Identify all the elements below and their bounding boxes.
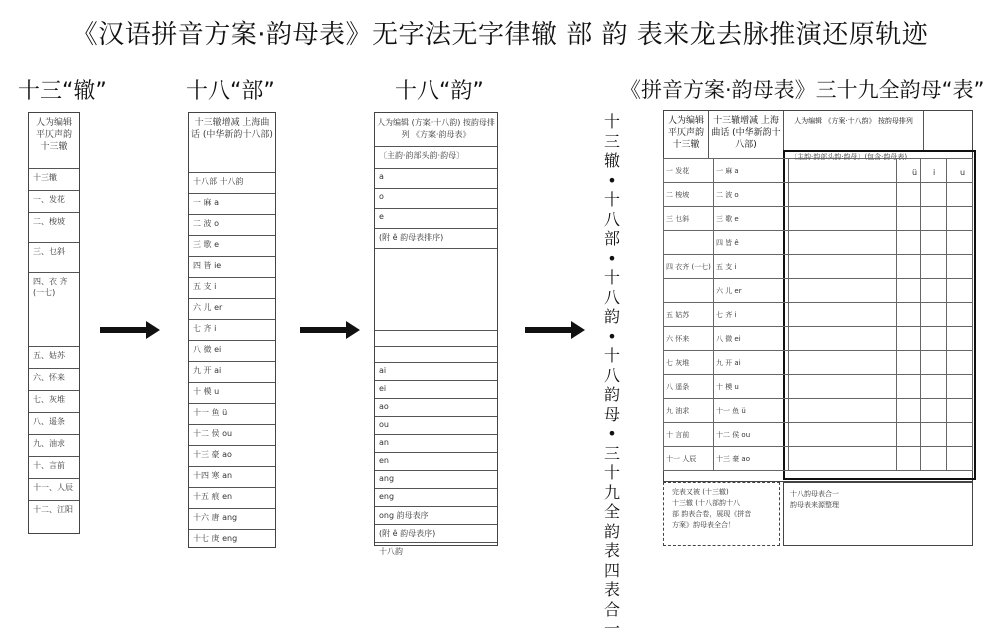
final-grid-cell: 十一 人辰 xyxy=(664,447,714,471)
final-grid-cell xyxy=(897,399,921,423)
final-grid-cell: 十 模 u xyxy=(713,375,788,399)
final-grid-row xyxy=(664,327,973,351)
table-row: an xyxy=(375,435,497,453)
table-row: ei xyxy=(375,381,497,399)
note-line: 部 韵表合卷，展现《拼音 xyxy=(672,510,752,518)
final-grid-cell: 七 齐 i xyxy=(713,303,788,327)
final-grid-cell xyxy=(947,399,973,423)
table-row: 〔主韵·韵部头韵·韵母〕 xyxy=(375,147,497,169)
final-grid-cell: 七 灰堆 xyxy=(664,351,714,375)
final-grid-cell xyxy=(897,423,921,447)
col-head-i: i xyxy=(933,168,936,177)
table-header: 人为编辑 (方案·十八韵) 按韵母排列 《方案·韵母表》 xyxy=(375,113,497,147)
final-grid-cell: 四 衣齐 (一七) xyxy=(664,255,714,279)
arrow-right-3 xyxy=(525,327,573,333)
final-grid-cell xyxy=(788,351,897,375)
table-row: ao xyxy=(375,399,497,417)
table-row: 五、姑苏 xyxy=(29,347,79,369)
note-line: 十八韵母表合一 xyxy=(790,490,839,498)
table-row: ang xyxy=(375,471,497,489)
final-grid-cell: 六 怀来 xyxy=(664,327,714,351)
col-head-u-umlaut: ü xyxy=(912,168,918,177)
final-grid xyxy=(663,158,973,471)
final-grid-cell: 九 油求 xyxy=(664,399,714,423)
note-line: 完表又被 (十三辙) xyxy=(672,488,729,496)
final-grid-cell xyxy=(921,375,947,399)
table-row: 三 歌 e xyxy=(189,236,275,257)
table-row: 十八部 十八韵 xyxy=(189,173,275,194)
table-row: 十七 庚 eng xyxy=(193,534,238,543)
final-grid-cell xyxy=(897,255,921,279)
final-grid-cell xyxy=(921,231,947,255)
final-grid-cell: 八 遥条 xyxy=(664,375,714,399)
final-grid-cell xyxy=(664,279,714,303)
final-grid-cell xyxy=(664,231,714,255)
table-shiba-bu xyxy=(188,112,276,548)
table-shiba-yun xyxy=(374,112,498,556)
final-grid-cell xyxy=(921,423,947,447)
table-row: en xyxy=(375,453,497,471)
vertical-caption: 十三辙•十八部•十八韵•十八韵母•三十九全韵表四表合一 xyxy=(603,112,620,638)
final-grid-row xyxy=(664,375,973,399)
note-line: 韵母表来源整理 xyxy=(790,501,839,509)
final-grid-row xyxy=(664,183,973,207)
note-line: 方案》韵母表全合！ xyxy=(672,521,735,529)
final-grid-cell xyxy=(897,351,921,375)
final-grid-cell xyxy=(921,207,947,231)
table-row: 七 齐 i xyxy=(189,320,275,341)
final-grid-cell: 二 波 o xyxy=(713,183,788,207)
table-row: 十三 豪 ao xyxy=(189,446,275,467)
final-grid-cell: 六 儿 er xyxy=(713,279,788,303)
final-grid-cell xyxy=(788,159,897,183)
final-grid-cell xyxy=(921,351,947,375)
final-grid-cell: 二 梭坡 xyxy=(664,183,714,207)
final-grid-cell xyxy=(947,303,973,327)
final-grid-cell xyxy=(947,279,973,303)
final-grid-cell xyxy=(897,183,921,207)
table-row: 六 儿 er xyxy=(189,299,275,320)
final-grid-cell xyxy=(947,351,973,375)
final-grid-cell xyxy=(897,279,921,303)
table-row: 七、灰堆 xyxy=(29,391,79,413)
table-row: 三、乜斜 xyxy=(29,243,79,273)
final-grid-cell xyxy=(947,447,973,471)
table-row: 十六 唐 ang xyxy=(189,509,275,530)
final-grid-cell: 十 言前 xyxy=(664,423,714,447)
label-shisan-zhe: 十三“辙” xyxy=(18,79,107,104)
final-grid-row xyxy=(664,423,973,447)
col-head-u: u xyxy=(960,168,966,177)
table-row: 十一 鱼 ü xyxy=(189,404,275,425)
final-grid-row xyxy=(664,231,973,255)
final-grid-cell xyxy=(788,207,897,231)
final-grid-cell xyxy=(788,447,897,471)
final-grid-cell xyxy=(897,327,921,351)
core-table-caption: 〔主韵·韵部头韵·韵母〕(包含·韵母表) xyxy=(790,153,908,161)
final-grid-cell: 三 乜斜 xyxy=(664,207,714,231)
final-grid-cell: 五 姑苏 xyxy=(664,303,714,327)
table-row: 十二、江阳 xyxy=(33,505,73,514)
table-row: ou xyxy=(375,417,497,435)
label-shiba-bu: 十八“部” xyxy=(186,79,275,104)
table-row: o xyxy=(375,189,497,209)
table-row: 五 支 i xyxy=(189,278,275,299)
final-grid-cell: 一 发花 xyxy=(664,159,714,183)
final-grid-cell xyxy=(947,255,973,279)
table-shisan-zhe xyxy=(28,112,80,534)
table-row: 一 麻 a xyxy=(189,194,275,215)
final-grid-cell xyxy=(897,375,921,399)
table-row xyxy=(375,249,497,331)
arrow-right-1 xyxy=(100,327,148,333)
final-grid-row xyxy=(664,399,973,423)
final-grid-cell xyxy=(947,183,973,207)
table-row: 二 波 o xyxy=(189,215,275,236)
final-grid-row xyxy=(664,447,973,471)
table-row: 十三辙 xyxy=(29,169,79,191)
table-row: 六、怀来 xyxy=(29,369,79,391)
table-row: 十八韵 xyxy=(379,547,403,556)
grid-header-left: 人为编辑 平仄声韵 十三辙 xyxy=(664,111,709,159)
final-grid-cell xyxy=(921,399,947,423)
table-row: a xyxy=(375,169,497,189)
final-grid-cell xyxy=(788,375,897,399)
final-grid-cell: 九 开 ai xyxy=(713,351,788,375)
final-grid-cell xyxy=(788,327,897,351)
final-grid-cell xyxy=(947,231,973,255)
final-grid-cell xyxy=(788,423,897,447)
final-grid-cell xyxy=(788,303,897,327)
table-row xyxy=(375,347,497,363)
table-header: 人为编辑 平仄声韵 十三辙 xyxy=(29,113,79,169)
table-row: 十四 寒 an xyxy=(189,467,275,488)
table-row: 二、梭坡 xyxy=(29,213,79,243)
notes-box-left xyxy=(663,482,780,546)
final-grid-cell xyxy=(921,279,947,303)
grid-header-right: 人为编辑 《方案·十八韵》 按韵母排列 xyxy=(784,111,924,151)
final-grid-row xyxy=(664,159,973,183)
final-grid-cell xyxy=(947,423,973,447)
final-grid-cell xyxy=(788,399,897,423)
final-grid-row xyxy=(664,351,973,375)
table-header: 十三辙增减 上海曲话 (中华新韵十八部) xyxy=(189,113,275,173)
label-shiba-yun: 十八“韵” xyxy=(395,79,484,104)
table-row: 八 微 ei xyxy=(189,341,275,362)
final-grid-cell xyxy=(897,447,921,471)
notes-box-right xyxy=(783,482,973,546)
final-grid-cell xyxy=(921,183,947,207)
arrow-right-2 xyxy=(300,327,348,333)
final-grid-row xyxy=(664,303,973,327)
table-row: 八、遥条 xyxy=(29,413,79,435)
final-grid-cell xyxy=(947,159,973,183)
final-grid-cell: 八 微 ei xyxy=(713,327,788,351)
final-grid-cell xyxy=(947,375,973,399)
final-grid-row xyxy=(664,207,973,231)
final-grid-cell xyxy=(921,327,947,351)
table-row: 九、油求 xyxy=(29,435,79,457)
final-grid-cell: 十二 侯 ou xyxy=(713,423,788,447)
table-row: ai xyxy=(375,363,497,381)
table-row: 十五 痕 en xyxy=(189,488,275,509)
table-row: 九 开 ai xyxy=(189,362,275,383)
table-row: (附 ê 韵母表排序) xyxy=(375,229,497,249)
table-row: 一、发花 xyxy=(29,191,79,213)
final-grid-cell xyxy=(788,279,897,303)
final-grid-cell xyxy=(897,231,921,255)
final-grid-cell xyxy=(921,159,947,183)
table-row: 十二 侯 ou xyxy=(189,425,275,446)
table-row: eng xyxy=(375,489,497,507)
table-row: e xyxy=(375,209,497,229)
final-grid-cell: 十一 鱼 ü xyxy=(713,399,788,423)
grid-header-mid: 十三辙增减 上海曲话 (中华新韵十八部) xyxy=(709,111,784,159)
table-row: 十一、人辰 xyxy=(29,479,79,501)
final-grid-cell xyxy=(947,327,973,351)
final-grid-cell: 五 支 i xyxy=(713,255,788,279)
final-grid-cell: 十三 豪 ao xyxy=(713,447,788,471)
final-grid-cell xyxy=(921,447,947,471)
final-grid-cell xyxy=(788,183,897,207)
final-grid-cell xyxy=(788,231,897,255)
final-grid-cell xyxy=(947,207,973,231)
final-grid-cell xyxy=(921,255,947,279)
final-grid-cell xyxy=(897,159,921,183)
table-row: ong 韵母表序 xyxy=(375,507,497,525)
label-quan-yunmu-biao: 《拼音方案·韵母表》三十九全韵母“表” xyxy=(620,78,985,102)
table-row: 四 皆 ie xyxy=(189,257,275,278)
final-grid-cell xyxy=(897,303,921,327)
table-row: 四、衣 齐 (一七) xyxy=(29,273,79,347)
final-grid-cell: 三 歌 e xyxy=(713,207,788,231)
final-grid-row xyxy=(664,279,973,303)
final-grid-cell xyxy=(921,303,947,327)
final-grid-cell: 一 麻 a xyxy=(713,159,788,183)
table-row: (附 ê 韵母表序) xyxy=(375,525,497,543)
table-row xyxy=(375,331,497,347)
final-grid-cell xyxy=(897,207,921,231)
table-row: 十 模 u xyxy=(189,383,275,404)
table-row: 十、言前 xyxy=(29,457,79,479)
page-title: 《汉语拼音方案·韵母表》无字法无字律辙 部 韵 表来龙去脉推演还原轨迹 xyxy=(71,20,929,50)
final-grid-cell: 四 皆 ê xyxy=(713,231,788,255)
final-grid-row xyxy=(664,255,973,279)
final-grid-cell xyxy=(788,255,897,279)
note-line: 十三辙 (十八部韵十八 xyxy=(672,499,740,507)
